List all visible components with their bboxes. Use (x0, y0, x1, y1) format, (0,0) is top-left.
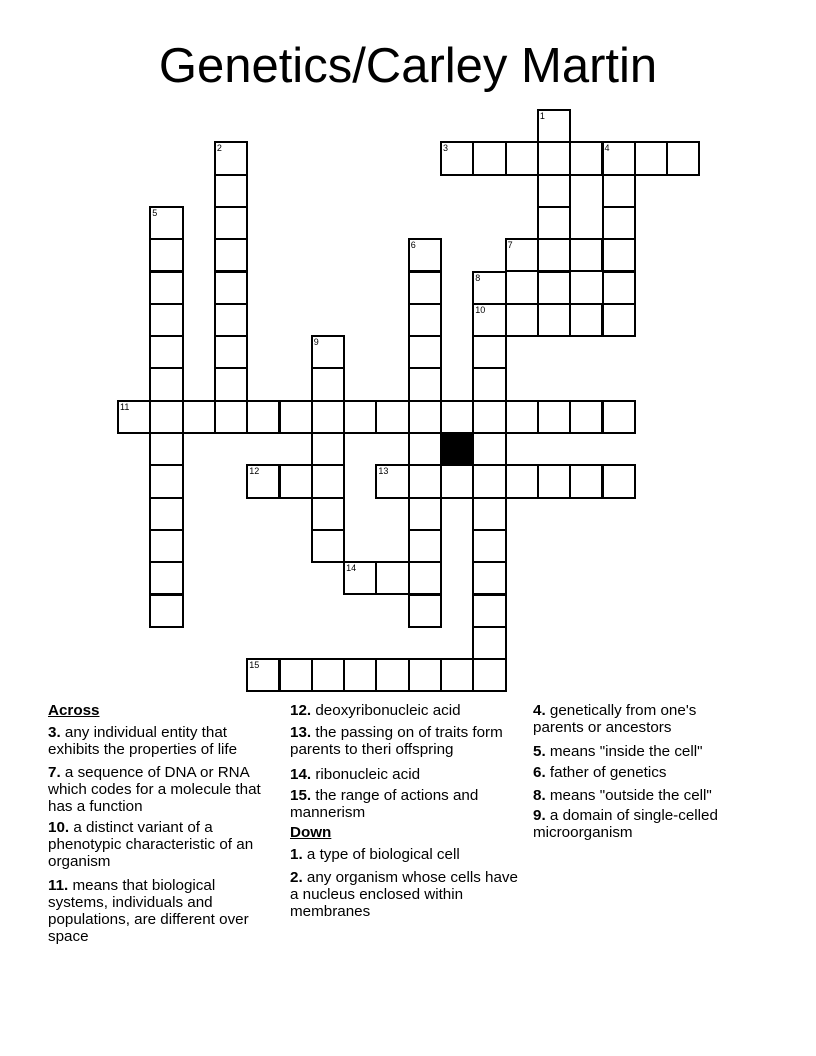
crossword-cell[interactable] (149, 561, 183, 595)
clue-across-14 (290, 766, 530, 783)
crossword-cell[interactable] (505, 141, 539, 175)
crossword-cell[interactable] (408, 335, 442, 369)
crossword-cell[interactable] (149, 464, 183, 498)
clue-text: means that biological systems, individuals and populations, are different over space (48, 877, 249, 945)
crossword-cell[interactable] (408, 303, 442, 337)
clue-text: means "outside the cell" (549, 787, 712, 804)
clue-across-12 (290, 702, 530, 719)
crossword-cell[interactable] (408, 400, 442, 434)
cell-number: 10 (475, 304, 486, 315)
clue-across-13 (290, 724, 528, 758)
black-cell (440, 432, 474, 466)
crossword-cell[interactable] (537, 464, 571, 498)
clue-number: 1. (290, 846, 303, 863)
clue-text: a type of biological cell (306, 846, 460, 863)
crossword-cell[interactable] (537, 141, 571, 175)
clue-text: ribonucleic acid (315, 766, 421, 783)
crossword-cell[interactable] (569, 303, 603, 337)
crossword-cell[interactable] (634, 141, 668, 175)
crossword-cell[interactable] (149, 529, 183, 563)
crossword-cell[interactable] (537, 238, 571, 272)
cell-number: 2 (216, 143, 222, 154)
crossword-cell[interactable] (472, 561, 506, 595)
clue-text: genetically from one's parents or ancestors (533, 702, 697, 736)
crossword-cell[interactable] (569, 400, 603, 434)
clue-down-1 (290, 846, 530, 863)
clue-number: 12. (290, 702, 312, 719)
clue-across-15 (290, 787, 485, 821)
crossword-cell[interactable] (311, 400, 345, 434)
clue-number: 13. (290, 724, 312, 741)
clue-number: 2. (290, 869, 303, 886)
cell-number: 1 (539, 111, 545, 121)
crossword-cell[interactable] (408, 238, 442, 272)
crossword-cell[interactable] (408, 432, 442, 466)
crossword-cell[interactable] (214, 303, 248, 337)
clue-text: the passing on of traits form parents to theri offspring (290, 724, 503, 758)
clue-number: 9. (533, 807, 546, 824)
crossword-cell[interactable] (375, 561, 409, 595)
crossword-cell[interactable] (472, 594, 506, 628)
crossword-cell[interactable] (472, 626, 506, 660)
crossword-cell[interactable] (149, 206, 183, 240)
crossword-cell[interactable] (214, 141, 248, 175)
crossword-cell[interactable] (214, 206, 248, 240)
crossword-cell[interactable] (246, 464, 280, 498)
crossword-cell[interactable] (343, 658, 377, 692)
clue-text: a distinct variant of a phenotypic characteristic of an organism (48, 819, 254, 870)
clue-text: a domain of single-celled microorganism (533, 807, 718, 841)
crossword-cell[interactable] (246, 400, 280, 434)
crossword-cell[interactable] (472, 335, 506, 369)
crossword-cell[interactable] (149, 400, 183, 434)
crossword-cell[interactable] (472, 271, 506, 305)
clue-text: means "inside the cell" (549, 743, 703, 760)
crossword-cell[interactable] (472, 367, 506, 401)
crossword-cell[interactable] (214, 400, 248, 434)
crossword-cell[interactable] (408, 658, 442, 692)
crossword-cell[interactable] (375, 464, 409, 498)
crossword-cell[interactable] (505, 303, 539, 337)
crossword-cell[interactable] (602, 303, 636, 337)
crossword-cell[interactable] (440, 141, 474, 175)
crossword-cell[interactable] (214, 367, 248, 401)
cell-number: 11 (120, 401, 130, 412)
crossword-cell[interactable] (440, 464, 474, 498)
crossword-cell[interactable] (149, 238, 183, 272)
crossword-cell[interactable] (472, 303, 506, 337)
crossword-cell[interactable] (343, 400, 377, 434)
cell-number: 9 (313, 337, 319, 348)
across-heading: Across (48, 702, 100, 719)
crossword-cell[interactable] (537, 174, 571, 208)
crossword-cell[interactable] (408, 594, 442, 628)
crossword-cell[interactable] (311, 432, 345, 466)
cell-number: 12 (249, 466, 260, 477)
crossword-cell[interactable] (602, 206, 636, 240)
crossword-cell[interactable] (246, 658, 280, 692)
clue-text: a sequence of DNA or RNA which codes for a molecule that has a function (48, 764, 261, 815)
clue-text: the range of actions and mannerism (290, 787, 479, 821)
clue-across-7 (48, 764, 280, 815)
crossword-cell[interactable] (214, 271, 248, 305)
crossword-cell[interactable] (149, 271, 183, 305)
crossword-cell[interactable] (472, 141, 506, 175)
crossword-cell[interactable] (214, 335, 248, 369)
clue-down-9 (533, 807, 763, 841)
clue-number: 7. (48, 764, 61, 781)
clue-number: 11. (48, 877, 69, 894)
clue-down-8 (533, 787, 773, 804)
page-title: Genetics/Carley Martin (158, 39, 658, 93)
crossword-cell[interactable] (602, 271, 636, 305)
cell-number: 8 (475, 272, 481, 283)
crossword-cell[interactable] (408, 367, 442, 401)
cell-number: 13 (378, 466, 389, 477)
clue-number: 6. (533, 764, 546, 781)
crossword-cell[interactable] (472, 400, 506, 434)
down-heading: Down (290, 824, 332, 841)
crossword-cell[interactable] (472, 529, 506, 563)
crossword-cell[interactable] (149, 335, 183, 369)
crossword-cell[interactable] (440, 400, 474, 434)
crossword-cell[interactable] (602, 238, 636, 272)
cell-number: 14 (346, 563, 357, 574)
cell-number: 5 (152, 207, 158, 218)
clue-number: 14. (290, 766, 312, 783)
crossword-cell[interactable] (279, 658, 313, 692)
crossword-cell[interactable] (279, 400, 313, 434)
crossword-cell[interactable] (666, 141, 700, 175)
crossword-cell[interactable] (537, 109, 571, 143)
crossword-cell[interactable] (214, 174, 248, 208)
cell-number: 15 (249, 660, 260, 671)
clue-down-2 (290, 869, 518, 920)
clue-text: any individual entity that exhibits the properties of life (48, 724, 238, 758)
clue-down-4 (533, 702, 733, 736)
crossword-cell[interactable] (408, 271, 442, 305)
crossword-cell[interactable] (375, 400, 409, 434)
crossword-cell[interactable] (537, 271, 571, 305)
crossword-cell[interactable] (408, 497, 442, 531)
clue-across-11 (48, 877, 253, 945)
crossword-cell[interactable] (311, 367, 345, 401)
crossword-cell[interactable] (569, 238, 603, 272)
crossword-cell[interactable] (408, 464, 442, 498)
clue-number: 15. (290, 787, 312, 804)
crossword-cell[interactable] (117, 400, 151, 434)
crossword-cell[interactable] (537, 206, 571, 240)
crossword-cell[interactable] (408, 529, 442, 563)
crossword-cell[interactable] (505, 464, 539, 498)
clue-number: 3. (48, 724, 61, 741)
crossword-cell[interactable] (149, 432, 183, 466)
crossword-cell[interactable] (602, 400, 636, 434)
crossword-cell[interactable] (214, 238, 248, 272)
clue-text: any organism whose cells have a nucleus enclosed within membranes (290, 869, 518, 920)
crossword-cell[interactable] (440, 658, 474, 692)
crossword-cell[interactable] (311, 658, 345, 692)
crossword-cell[interactable] (311, 529, 345, 563)
crossword-cell[interactable] (149, 594, 183, 628)
clue-number: 10. (48, 819, 70, 836)
cell-number: 3 (443, 143, 449, 154)
crossword-cell[interactable] (602, 464, 636, 498)
crossword-cell[interactable] (149, 497, 183, 531)
crossword-cell[interactable] (472, 432, 506, 466)
crossword-cell[interactable] (182, 400, 216, 434)
cell-number: 7 (507, 240, 513, 251)
crossword-cell[interactable] (472, 658, 506, 692)
crossword-cell[interactable] (602, 141, 636, 175)
crossword-cell[interactable] (311, 497, 345, 531)
clue-number: 8. (533, 787, 546, 804)
crossword-cell[interactable] (408, 561, 442, 595)
crossword-cell[interactable] (569, 464, 603, 498)
crossword-cell[interactable] (472, 464, 506, 498)
crossword-cell[interactable] (472, 497, 506, 531)
crossword-cell[interactable] (375, 658, 409, 692)
clue-across-3 (48, 724, 280, 758)
clue-text: father of genetics (549, 764, 667, 781)
crossword-cell[interactable] (569, 141, 603, 175)
crossword-cell[interactable] (537, 303, 571, 337)
crossword-cell[interactable] (505, 400, 539, 434)
clue-down-5 (533, 743, 773, 760)
clue-number: 5. (533, 743, 546, 760)
cell-number: 6 (410, 240, 416, 251)
crossword-cell[interactable] (279, 464, 313, 498)
cell-number: 4 (604, 143, 610, 154)
crossword-cell[interactable] (149, 367, 183, 401)
crossword-cell[interactable] (149, 303, 183, 337)
crossword-cell[interactable] (343, 561, 377, 595)
crossword-cell[interactable] (505, 238, 539, 272)
clue-down-6 (533, 764, 773, 781)
crossword-cell[interactable] (537, 400, 571, 434)
crossword-cell[interactable] (602, 174, 636, 208)
crossword-cell[interactable] (311, 335, 345, 369)
clue-across-10 (48, 819, 280, 870)
clue-number: 4. (533, 702, 546, 719)
crossword-cell[interactable] (311, 464, 345, 498)
clue-text: deoxyribonucleic acid (315, 702, 461, 719)
